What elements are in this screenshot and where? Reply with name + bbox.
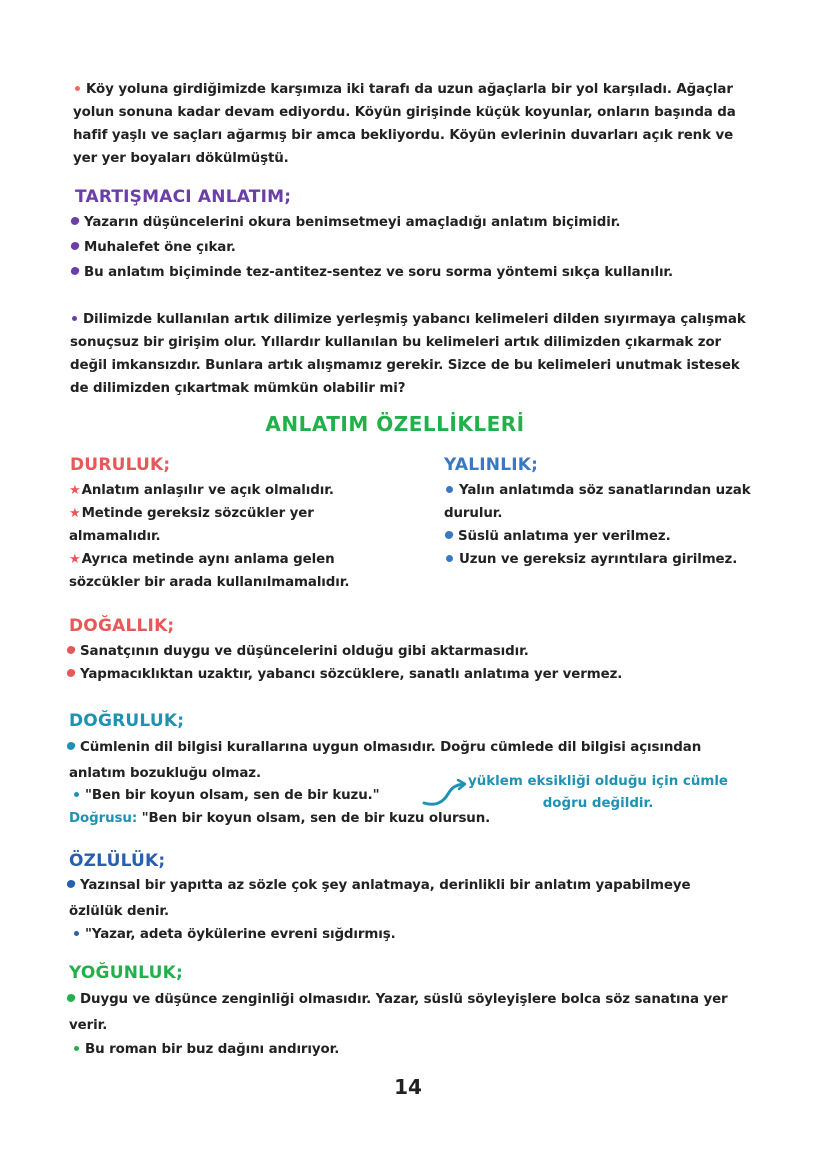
heading-dogallik: DOĞALLIK; (69, 616, 175, 636)
bullet-text: Süslü anlatıma yer verilmez. (458, 529, 671, 544)
paragraph-line: yer yer boyaları dökülmüştü. (73, 151, 289, 166)
paragraph-line: Duygu ve düşünce zenginliği olmasıdır. Yazar, süslü söyleyişlere bolca söz sanatına yer (80, 992, 728, 1007)
bullet-dot-icon (446, 555, 453, 562)
tartismaci-example (70, 308, 746, 400)
section-title: ANLATIM ÖZELLİKLERİ (265, 412, 525, 436)
bullet-dot-icon (72, 316, 77, 321)
example-text: Bu roman bir buz dağını andırıyor. (85, 1042, 340, 1057)
heading-duruluk: DURULUK; (70, 455, 171, 475)
yalinlik-list (444, 479, 751, 571)
bullet-dot-icon (75, 86, 80, 91)
page-number: 14 (394, 1075, 422, 1099)
bullet-text: sözcükler bir arada kullanılmamalıdır. (69, 575, 350, 590)
bullet-text: almamalıdır. (69, 529, 161, 544)
bullet-text: Yapmacıklıktan uzaktır, yabancı sözcüklere, sanatlı anlatıma yer vermez. (80, 667, 623, 682)
bullet-blob-icon (66, 645, 76, 655)
bullet-text: Bu anlatım biçiminde tez-antitez-sentez ve soru sorma yöntemi sıkça kullanılır. (84, 265, 674, 280)
paragraph-line: sonuçsuz bir girişim olur. Yıllardır kullanılan bu kelimeleri artık dilimizden çıkarmak zor (70, 335, 722, 350)
paragraph-line: değil imkansızdır. Bunlara artık alışmamız gerekir. Sizce de bu kelimeleri unutmak istesek (70, 358, 740, 373)
intro-paragraph (73, 78, 736, 170)
paragraph-line: anlatım bozukluğu olmaz. (69, 766, 261, 781)
bullet-blob-icon (444, 530, 454, 540)
bullet-dot-icon (446, 486, 453, 493)
paragraph-line: yolun sonuna kadar devam ediyordu. Köyün girişinde küçük koyunlar, onların başında da (73, 105, 736, 120)
paragraph-line: de dilimizden çıkartmak mümkün olabilir mi? (70, 381, 406, 396)
note-line: yüklem eksikliği olduğu için cümle (467, 774, 729, 789)
bullet-dot-icon (74, 931, 79, 936)
heading-tartismaci: TARTIŞMACI ANLATIM; (75, 187, 292, 207)
annotation-note (463, 771, 733, 815)
bullet-dot-icon (74, 1046, 79, 1051)
example-text: "Ben bir koyun olsam, sen de bir kuzu." (85, 788, 380, 803)
heading-yogunluk: YOĞUNLUK; (69, 963, 183, 983)
duruluk-list (69, 479, 349, 594)
paragraph-line: hafif yaşlı ve saçları ağarmış bir amca bekliyordu. Köyün evlerinin duvarları açık renk ve (73, 128, 734, 143)
bullet-text: Yazarın düşüncelerini okura benimsetmeyi amaçladığı anlatım biçimidir. (84, 215, 621, 230)
ozluluk-definition (66, 873, 690, 925)
ozluluk-example (72, 923, 396, 946)
bullet-text: Metinde gereksiz sözcükler yer (81, 506, 314, 521)
dogruluk-example (72, 784, 380, 807)
bullet-text: Sanatçının duygu ve düşüncelerini olduğu gibi aktarmasıdır. (80, 644, 529, 659)
bullet-blob-icon (66, 993, 76, 1003)
star-icon: ★ (69, 483, 81, 498)
correction-label: Doğrusu: (69, 811, 138, 826)
correction-text: "Ben bir koyun olsam, sen de bir kuzu olursun. (141, 811, 491, 826)
paragraph-line: Cümlenin dil bilgisi kurallarına uygun olmasıdır. Doğru cümlede dil bilgisi açısından (80, 740, 702, 755)
yogunluk-definition (66, 987, 728, 1039)
dogruluk-correction (69, 807, 490, 830)
paragraph-line: Dilimizde kullanılan artık dilimize yerleşmiş yabancı kelimeleri dilden sıyırmaya çalışmak (83, 312, 746, 327)
paragraph-line: Yazınsal bir yapıtta az sözle çok şey anlatmaya, derinlikli bir anlatım yapabilmeye (80, 878, 691, 893)
bullet-blob-icon (70, 216, 80, 226)
bullet-blob-icon (70, 266, 80, 276)
bullet-dot-icon (74, 792, 79, 797)
paragraph-line: Köy yoluna girdiğimizde karşımıza iki tarafı da uzun ağaçlarla bir yol karşıladı. Ağaçlar (86, 82, 733, 97)
star-icon: ★ (69, 552, 81, 567)
bullet-blob-icon (66, 879, 76, 889)
bullet-text: Muhalefet öne çıkar. (84, 240, 236, 255)
heading-ozluluk: ÖZLÜLÜK; (69, 851, 166, 871)
bullet-text: Anlatım anlaşılır ve açık olmalıdır. (81, 483, 334, 498)
bullet-text: durulur. (444, 506, 503, 521)
bullet-blob-icon (70, 241, 80, 251)
yogunluk-example (72, 1038, 339, 1061)
paragraph-line: verir. (69, 1018, 108, 1033)
bullet-blob-icon (66, 668, 76, 678)
heading-yalinlik: YALINLIK; (444, 455, 539, 475)
note-line: doğru değildir. (542, 796, 654, 811)
dogallik-list (66, 640, 622, 686)
bullet-text: Ayrıca metinde aynı anlama gelen (81, 552, 335, 567)
star-icon: ★ (69, 506, 81, 521)
example-text: "Yazar, adeta öykülerine evreni sığdırmış. (85, 927, 396, 942)
tartismaci-bullets (70, 210, 673, 285)
paragraph-line: özlülük denir. (69, 904, 169, 919)
bullet-blob-icon (66, 741, 76, 751)
bullet-text: Yalın anlatımda söz sanatlarından uzak (459, 483, 751, 498)
bullet-text: Uzun ve gereksiz ayrıntılara girilmez. (459, 552, 738, 567)
heading-dogruluk: DOĞRULUK; (69, 711, 185, 731)
